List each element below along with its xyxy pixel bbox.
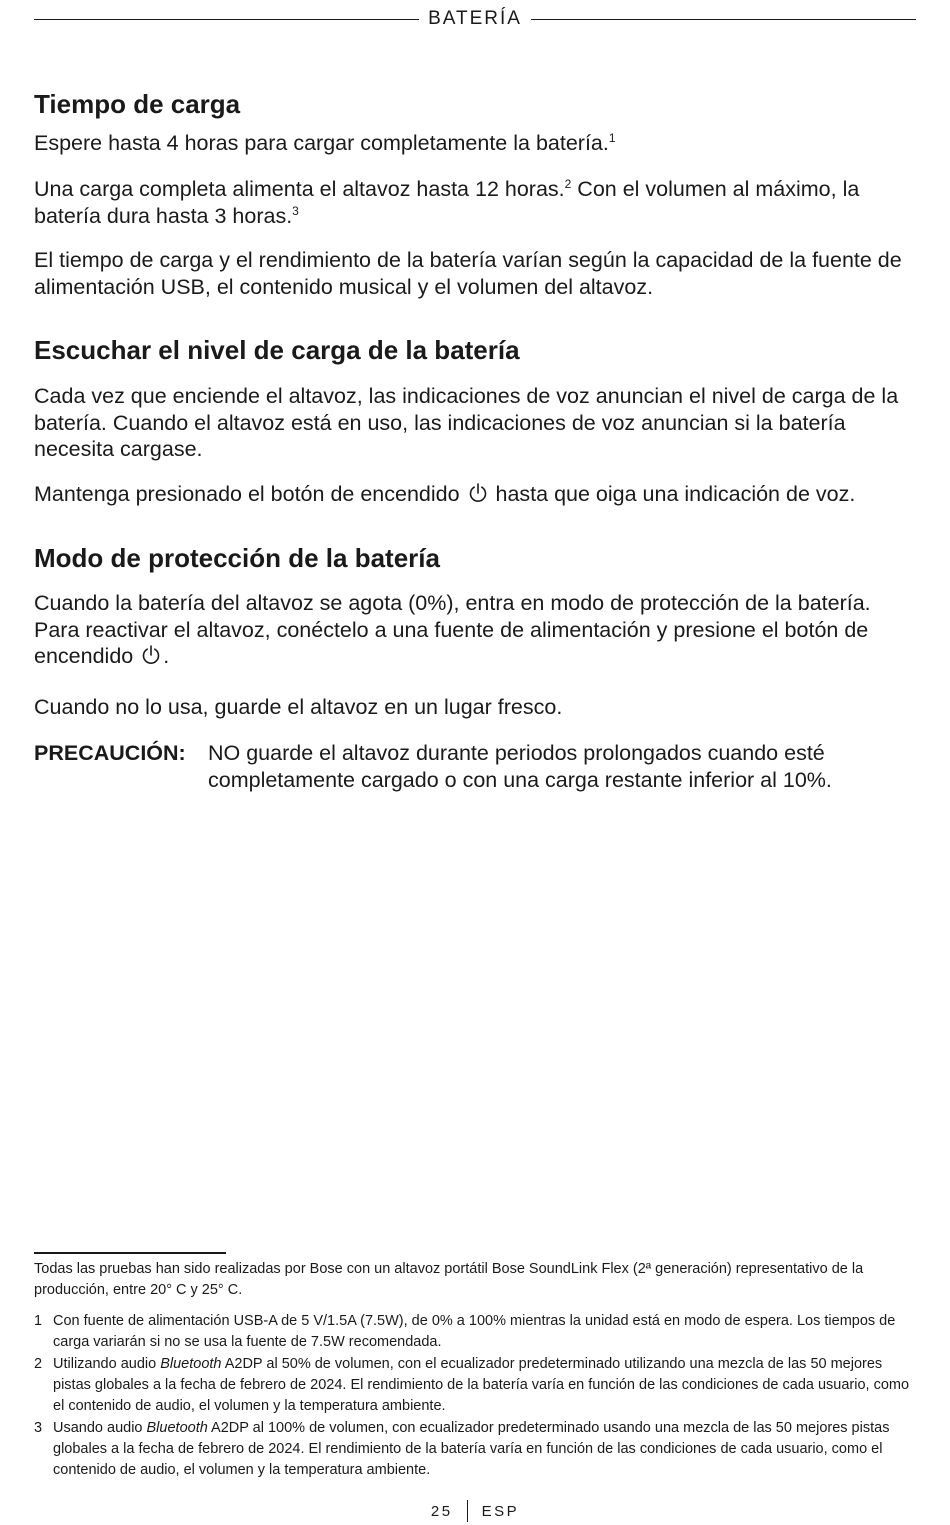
footnote-intro: Todas las pruebas han sido realizadas por Bose con un altavoz portátil Bose SoundLink Flex (2ª generación) representativo de la producción, entre 20° C y 25° C. [34, 1261, 864, 1298]
paragraph-charge-time-3: El tiempo de carga y el rendimiento de la batería varían según la capacidad de la fuente de alimentación USB, el contenido musical y el volumen del altavoz. [34, 248, 902, 299]
text-emphasis: Bluetooth [160, 1356, 222, 1372]
paragraph-charge-time-2 [34, 176, 919, 229]
language-code: ESP [481, 1502, 520, 1520]
text: Mantenga presionado el botón de encendido [34, 482, 466, 506]
text-emphasis: Bluetooth [146, 1420, 208, 1436]
footer-separator [467, 1500, 468, 1522]
paragraph-listen-level-1: Cada vez que enciende el altavoz, las indicaciones de voz anuncian el nivel de carga de la batería. Cuando el altavoz está en uso, las indicaciones de voz anuncian si la batería necesita cargase. [34, 384, 899, 461]
footnote-text [53, 1354, 919, 1417]
heading-protection: Modo de protección de la batería [34, 543, 440, 573]
power-icon [141, 644, 161, 666]
footnote-text: Con fuente de alimentación USB-A de 5 V/1.5A (7.5W), de 0% a 100% mientras la unidad está en modo de espera. Los tiempos de carga variarán si no se usa la fuente de 7.5W recomendada. [53, 1313, 896, 1350]
footnote-number: 2 [34, 1356, 43, 1372]
footnote-item [34, 1354, 919, 1417]
footnote-ref-1: 1 [608, 130, 616, 145]
heading-charge-time: Tiempo de carga [34, 89, 241, 119]
text: Cuando la batería del altavoz se agota (0%), entra en modo de protección de la batería. Para reactivar el altavoz, conéctelo a una fuente de alimentación y presione el botón de encendido [34, 591, 871, 668]
caution-note [34, 740, 919, 793]
footnote-item [34, 1418, 919, 1481]
text: Con el volumen al máximo, la batería dura hasta 3 horas. [34, 177, 860, 228]
paragraph-protection-1 [34, 590, 919, 670]
caution-label: PRECAUCIÓN: [34, 741, 186, 765]
header-rule-left [34, 19, 419, 20]
text: Una carga completa alimenta el altavoz hasta 12 horas. [34, 177, 565, 201]
footnote-ref-2: 2 [564, 176, 572, 191]
caution-text: NO guarde el altavoz durante periodos prolongados cuando esté completamente cargado o con una carga restante inferior al 10%. [208, 741, 832, 792]
heading-listen-level: Escuchar el nivel de carga de la batería [34, 335, 520, 365]
footnote-ref-3: 3 [292, 203, 299, 218]
paragraph-charge-time-1 [34, 130, 919, 157]
footnote-number: 3 [34, 1420, 43, 1436]
footnote-divider [34, 1252, 226, 1254]
footnote-number: 1 [34, 1313, 43, 1329]
page-number: 25 [430, 1502, 453, 1520]
text: . [163, 644, 170, 668]
paragraph-protection-2: Cuando no lo usa, guarde el altavoz en un lugar fresco. [34, 695, 563, 719]
text: Espere hasta 4 horas para cargar completamente la batería. [34, 131, 609, 155]
header-rule-right [531, 19, 916, 20]
header-title: BATERÍA [428, 8, 522, 29]
text: hasta que oiga una indicación de voz. [489, 482, 856, 506]
footnote-text [53, 1418, 919, 1481]
page-footer [0, 1500, 950, 1522]
text: Utilizando audio [53, 1356, 161, 1372]
power-icon [468, 482, 488, 504]
text: Usando audio [53, 1420, 147, 1436]
text: A2DP al 100% de volumen, con ecualizador predeterminado usando una mezcla de las 50 mejores pistas globales a la fecha de febrero de 2024. El rendimiento de la batería varía en función de las condiciones de cada usuario, como el contenido de audio, el volumen y la temperatura ambiente. [53, 1420, 890, 1478]
footnote-item [34, 1311, 919, 1353]
paragraph-listen-level-2 [34, 481, 919, 508]
text: A2DP al 50% de volumen, con el ecualizador predeterminado utilizando una mezcla de las 50 mejores pistas globales a la fecha de febrero de 2024. El rendimiento de la batería varía en función de las condiciones de cada usuario, como el contenido de audio, el volumen y la temperatura ambiente. [53, 1356, 910, 1414]
page-header [34, 6, 916, 32]
